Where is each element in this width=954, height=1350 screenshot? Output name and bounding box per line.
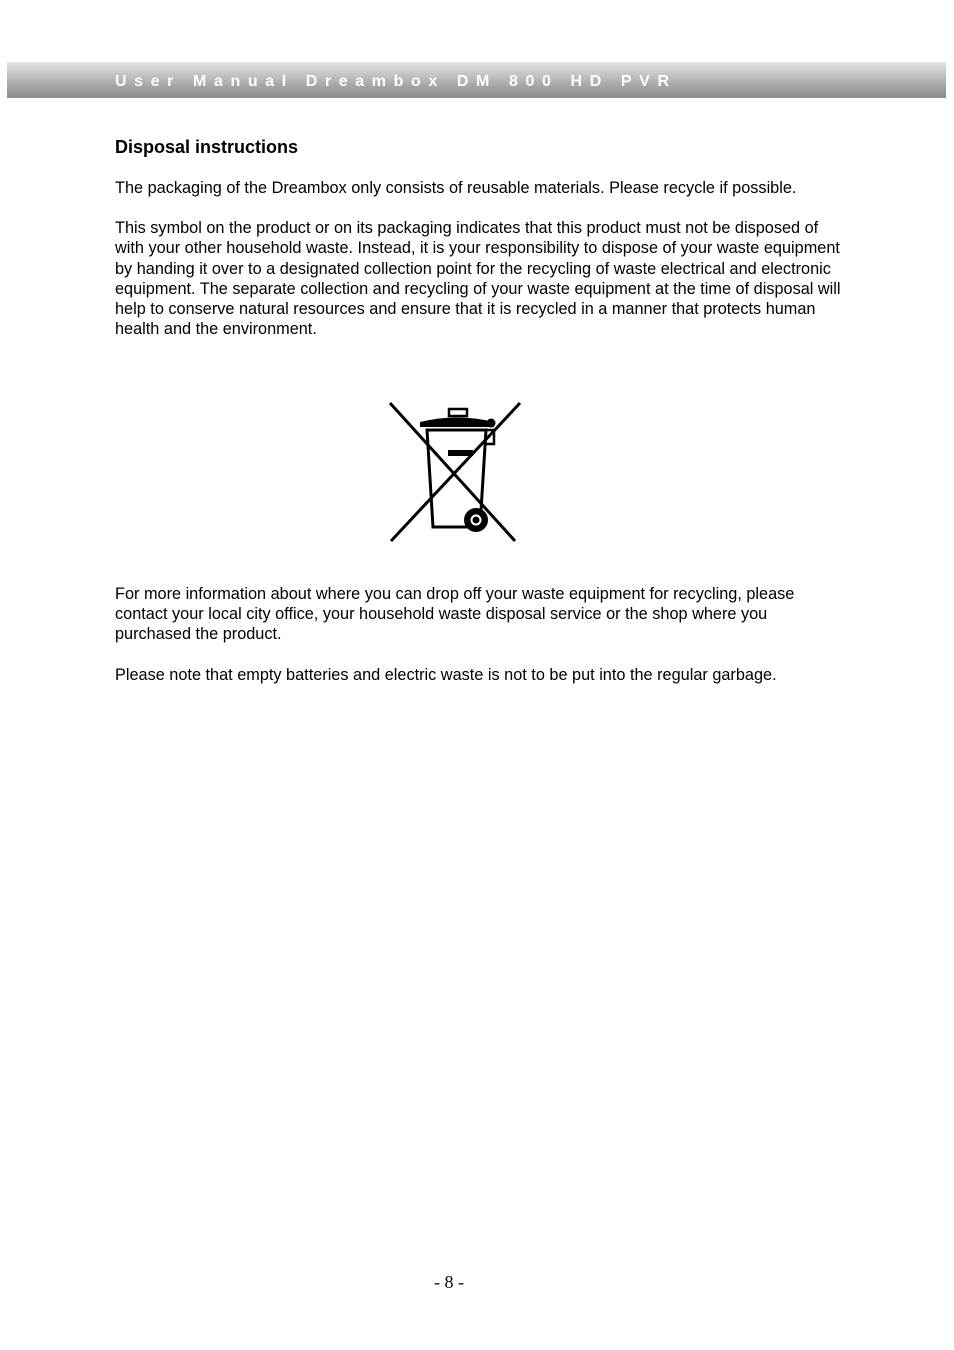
section-heading: Disposal instructions <box>115 137 299 157</box>
paragraph-batteries-note: Please note that empty batteries and electric waste is not to be put into the regular garbage. <box>115 665 777 684</box>
crossed-out-wheelie-bin-icon <box>387 400 523 544</box>
disposal-section <box>115 136 845 359</box>
paragraph-packaging: The packaging of the Dreambox only consists of reusable materials. Please recycle if possible. <box>115 179 797 197</box>
manual-title: User Manual Dreambox DM 800 HD PVR <box>115 73 677 90</box>
disposal-section-continued <box>115 584 845 705</box>
paragraph-more-information: For more information about where you can drop off your waste equipment for recycling, please contact your local city office, your household waste disposal service or the shop where you purchased the product. <box>115 585 795 644</box>
header-bar <box>7 62 946 98</box>
paragraph-symbol-meaning: This symbol on the product or on its packaging indicates that this product must not be disposed of with your other household waste. Instead, it is your responsibility to dispose of your waste equipment by handing it over to a designated collection point for the recycling of waste electrical and electronic equipment. The separate collection and recycling of your waste equipment at the time of disposal will help to conserve natural resources and ensure that it is recycled in a manner that protects human health and the environment. <box>115 219 841 339</box>
page-number: - 8 - <box>434 1272 464 1292</box>
